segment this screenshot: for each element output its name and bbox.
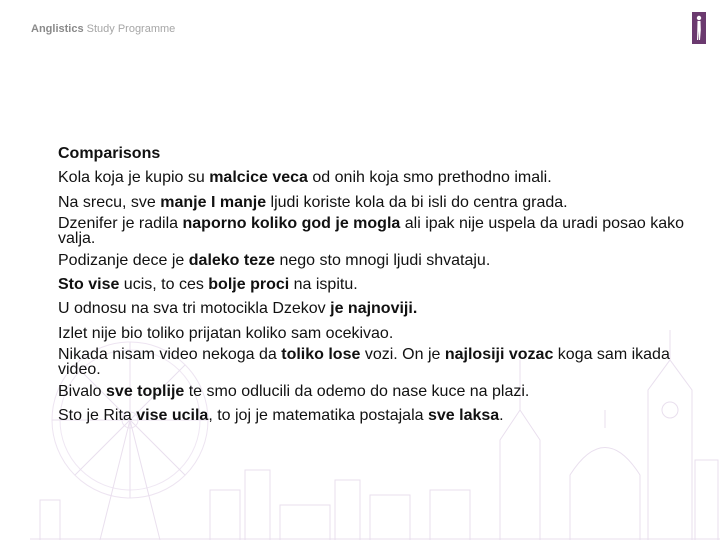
- sentence-text: , to joj je matematika postajala: [208, 406, 428, 424]
- sentence-text: Bivalo: [58, 382, 107, 400]
- sentence-text: Podizanje dece je: [58, 251, 189, 269]
- sentence-text: ucis, to ces: [119, 275, 209, 293]
- comparative-phrase: manje I manje: [160, 193, 267, 211]
- sentence-text: ali ipak nije uspela da uradi posao kako valja.: [58, 215, 685, 247]
- sentence-text: Dzenifer je radila: [58, 215, 183, 233]
- sentence-list: [58, 168, 688, 426]
- sentence-item: [58, 324, 688, 344]
- sentence-text: Nikada nisam video nekoga da: [58, 346, 282, 364]
- comparative-phrase: bolje proci: [208, 275, 290, 293]
- sentence-text: Izlet nije bio toliko prijatan koliko sam ocekivao.: [58, 324, 394, 342]
- comparative-phrase: malcice veca: [209, 169, 308, 187]
- comparative-phrase: sve laksa: [427, 406, 500, 424]
- comparative-phrase: je najnoviji.: [330, 300, 418, 318]
- comparative-phrase: toliko lose: [281, 346, 361, 364]
- slide-content: [58, 144, 688, 430]
- comparative-phrase: vise ucila: [136, 406, 209, 424]
- sentence-item: [58, 168, 688, 188]
- comparative-phrase: naporno koliko god je mogla: [182, 215, 401, 233]
- sentence-item: [58, 382, 688, 402]
- sentence-text: koga sam ikada video.: [58, 346, 670, 378]
- sentence-text: od onih koja smo prethodno imali.: [307, 169, 552, 187]
- sentence-item: [58, 217, 688, 246]
- sentence-text: Kola koja je kupio su: [58, 169, 210, 187]
- header: [31, 23, 175, 35]
- sentence-text: te smo odlucili da odemo do nase kuce na plazi.: [184, 382, 530, 400]
- comparative-phrase: Sto vise: [58, 275, 120, 293]
- sentence-text: .: [499, 406, 504, 424]
- sentence-text: Na srecu, sve: [58, 193, 161, 211]
- comparative-phrase: najlosiji vozac: [444, 346, 554, 364]
- programme-subtitle: Study Programme: [86, 23, 176, 35]
- slide-title: Comparisons: [58, 145, 161, 162]
- sentence-text: nego sto mnogi ljudi shvataju.: [275, 251, 491, 269]
- sentence-item: [58, 348, 688, 377]
- comparative-phrase: daleko teze: [188, 251, 276, 269]
- sentence-text: U odnosu na sva tri motocikla Dzekov: [58, 300, 331, 318]
- comparative-phrase: sve toplije: [106, 382, 185, 400]
- sentence-item: [58, 406, 688, 426]
- sentence-item: [58, 299, 688, 319]
- sentence-item: [58, 275, 688, 295]
- sentence-text: vozi. On je: [360, 346, 445, 364]
- sentence-text: Sto je Rita: [58, 406, 137, 424]
- sentence-item: [58, 251, 688, 271]
- sentence-item: [58, 193, 688, 213]
- figure-logo-icon: [692, 12, 706, 44]
- brand-name: Anglistics: [31, 23, 84, 35]
- sentence-text: na ispitu.: [289, 275, 358, 293]
- sentence-text: ljudi koriste kola da bi isli do centra grada.: [266, 193, 568, 211]
